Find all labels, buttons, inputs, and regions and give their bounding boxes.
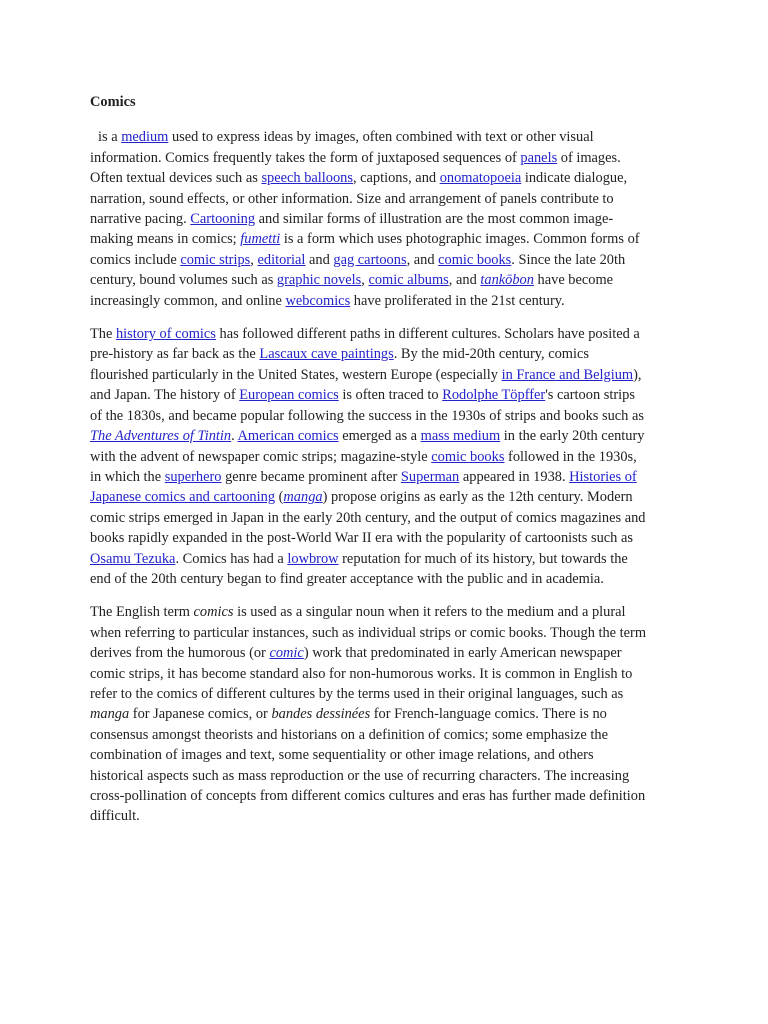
- text: followed in the 1930s, in which the: [90, 448, 637, 485]
- link-comic-books-2[interactable]: comic books: [431, 448, 505, 465]
- text: .: [231, 428, 238, 445]
- emphasis-bandes-dessinees: bandes dessinées: [271, 706, 371, 723]
- link-osamu-tezuka[interactable]: Osamu Tezuka: [90, 550, 176, 567]
- link-topffer[interactable]: Rodolphe Töpffer: [442, 387, 546, 404]
- link-panels[interactable]: panels: [520, 149, 558, 166]
- link-lascaux[interactable]: Lascaux cave paintings: [259, 346, 394, 363]
- text: . Comics has had a: [175, 550, 288, 567]
- text: appeared in 1938.: [459, 468, 570, 485]
- text: and similar forms of illustration are the most common image-making means in comics;: [90, 211, 614, 248]
- link-comic-albums[interactable]: comic albums: [368, 272, 449, 289]
- text: is used as a singular noun when it refers to the medium and a plural when referring to particular instances, such as individual strips or comic books. Though the term derives from the humorous (or: [90, 604, 647, 662]
- text: The English term: [90, 604, 194, 621]
- link-american-comics[interactable]: American comics: [237, 428, 339, 445]
- emphasis-comics: comics: [193, 604, 234, 621]
- text: ), and Japan. The history of: [90, 366, 642, 404]
- link-mass-medium[interactable]: mass medium: [420, 428, 501, 445]
- text: ) work that predominated in early American newspaper comic strips, it has become standard also for non-humorous works. It is common in English to refer to the comics of different cultures by the terms used in their original languages, such as: [90, 645, 633, 702]
- text: and: [305, 251, 334, 268]
- link-comic[interactable]: comic: [269, 645, 304, 662]
- text: of images. Often textual devices such as: [90, 149, 621, 187]
- link-cartooning[interactable]: Cartooning: [190, 211, 256, 228]
- text: indicate dialogue, narration, sound effects, or other information. Size and arrangement of panels contribute to narrative pacing.: [90, 170, 628, 228]
- link-medium[interactable]: medium: [121, 129, 169, 146]
- text: , and: [406, 251, 439, 268]
- text: have become increasingly common, and online: [90, 272, 614, 309]
- text: have proliferated in the 21st century.: [350, 292, 565, 309]
- link-graphic-novels[interactable]: graphic novels: [276, 272, 362, 289]
- text: ) propose origins as early as the 12th century. Modern comic strips emerged in Japan in the early 20th century, and the output of comics magazines and books rapidly expanded in the post-World War II era with the popularity of cartoonists such as: [90, 489, 646, 547]
- link-tankobon[interactable]: tankōbon: [480, 272, 534, 289]
- text: emerged as a: [338, 428, 421, 445]
- page-title: Comics: [90, 94, 136, 110]
- link-comic-strips[interactable]: comic strips: [180, 251, 251, 268]
- link-fumetti[interactable]: fumetti: [240, 231, 281, 248]
- link-speech-balloons[interactable]: speech balloons: [261, 170, 353, 187]
- text: genre became prominent after: [221, 468, 401, 485]
- link-lowbrow[interactable]: lowbrow: [287, 550, 339, 567]
- document-page: [90, 92, 650, 840]
- link-tintin[interactable]: The Adventures of Tintin: [90, 428, 232, 445]
- text: for French-language comics. There is no consensus amongst theorists and historians on a definition of comics; some emphasize the combination of images and text, some sequentiality or other image relations, and others historical aspects such as mass reproduction or the use of recurring characters. The increasing cross-pollination of concepts from different comics cultures and eras has further made definition difficult.: [90, 706, 646, 825]
- link-manga[interactable]: manga: [283, 489, 323, 506]
- text: , and: [448, 272, 481, 289]
- link-onomatopoeia[interactable]: onomatopoeia: [439, 170, 522, 187]
- text: is often traced to: [338, 387, 443, 404]
- text: ,: [250, 251, 258, 268]
- link-japanese-histories[interactable]: Histories of Japanese comics and cartooning: [90, 468, 637, 506]
- text: is a form which uses photographic images. Common forms of comics include: [90, 231, 640, 268]
- link-france-belgium[interactable]: in France and Belgium: [501, 366, 634, 383]
- text: ,: [361, 272, 369, 289]
- text: is a: [98, 129, 122, 146]
- link-gag-cartoons[interactable]: gag cartoons: [333, 251, 407, 268]
- text: . By the mid-20th century, comics flourished particularly in the United States, western Europe (especially: [90, 346, 589, 383]
- text: , captions, and: [352, 170, 440, 187]
- text: (: [275, 489, 284, 506]
- emphasis-manga: manga: [90, 706, 130, 723]
- text: has followed different paths in different cultures. Scholars have posited a pre-history as far back as the: [90, 326, 640, 363]
- link-webcomics[interactable]: webcomics: [285, 292, 351, 309]
- link-history-of-comics[interactable]: history of comics: [115, 326, 216, 343]
- text: The: [90, 326, 116, 343]
- paragraph-intro: [90, 127, 650, 311]
- text: for Japanese comics, or: [129, 706, 272, 723]
- link-editorial[interactable]: editorial: [257, 251, 306, 268]
- text: reputation for much of its history, but towards the end of the 20th century began to find greater acceptance with the public and in academia.: [90, 550, 628, 587]
- link-european-comics[interactable]: European comics: [239, 387, 339, 404]
- paragraph-terminology: [90, 602, 650, 826]
- text: . Since the late 20th century, bound volumes such as: [90, 251, 626, 289]
- text: in the early 20th century with the advent of newspaper comic strips; magazine-style: [90, 428, 645, 465]
- link-superman[interactable]: Superman: [400, 468, 460, 485]
- link-comic-books[interactable]: comic books: [438, 251, 512, 268]
- text: used to express ideas by images, often combined with text or other visual information. Comics frequently takes the form of juxtaposed sequences of: [90, 129, 594, 166]
- paragraph-history: [90, 324, 650, 589]
- link-superhero[interactable]: superhero: [164, 468, 222, 485]
- text: 's cartoon strips of the 1830s, and became popular following the success in the 1930s of strips and books such as: [90, 387, 644, 424]
